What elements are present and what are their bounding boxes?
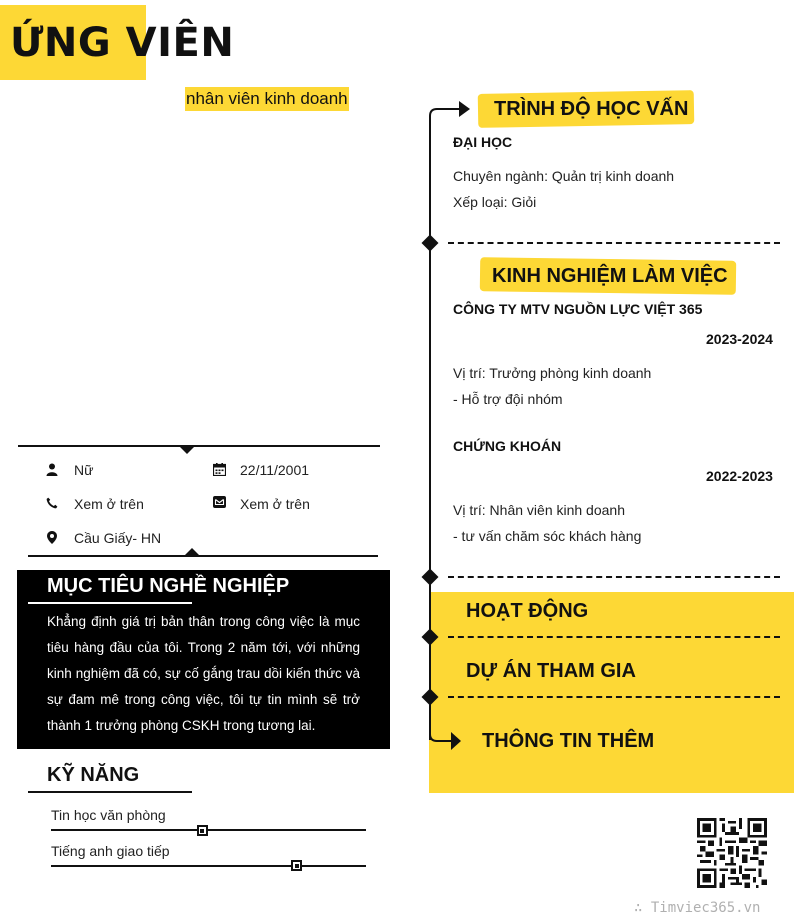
contact-top-notch xyxy=(179,446,195,454)
job-role: Vị trí: Trưởng phòng kinh doanh xyxy=(453,365,652,381)
contact-top-divider xyxy=(18,445,380,447)
gender-value: Nữ xyxy=(74,462,94,478)
map-marker-icon xyxy=(45,530,59,544)
job-task: - tư vấn chăm sóc khách hàng xyxy=(453,528,642,544)
job-company: CHỨNG KHOÁN xyxy=(453,438,562,454)
section-divider xyxy=(448,576,780,578)
timeline-bottom-arrow xyxy=(428,722,464,758)
timeline-node xyxy=(422,569,439,586)
job-company: CÔNG TY MTV NGUỒN LỰC VIỆT 365 xyxy=(453,301,703,317)
education-grade: Xếp loại: Giỏi xyxy=(453,194,537,210)
desired-position: nhân viên kinh doanh xyxy=(185,87,349,111)
section-divider xyxy=(448,242,780,244)
skill-label: Tin học văn phòng xyxy=(51,807,166,823)
timeline-line xyxy=(429,130,431,740)
skill-bar xyxy=(51,829,366,831)
timeline-top-arrow xyxy=(428,98,472,134)
job-task: - Hỗ trợ đội nhóm xyxy=(453,391,563,407)
skill-level-marker xyxy=(197,825,208,836)
contact-bottom-divider xyxy=(28,555,378,557)
education-school: ĐẠI HỌC xyxy=(453,134,513,150)
skills-underline xyxy=(28,791,192,793)
objective-title: MỤC TIÊU NGHỀ NGHIỆP xyxy=(47,575,290,597)
job-period: 2023-2024 xyxy=(706,331,773,347)
skills-title: KỸ NĂNG xyxy=(47,764,140,786)
job-period: 2022-2023 xyxy=(706,468,773,484)
contact-bottom-notch xyxy=(184,548,200,556)
experience-title: KINH NGHIỆM LÀM VIỆC xyxy=(492,265,728,287)
candidate-name: ỨNG VIÊN xyxy=(10,20,235,66)
site-watermark: ∴ Timviec365.vn xyxy=(634,900,761,916)
timeline-node xyxy=(422,235,439,252)
address-value: Cầu Giấy- HN xyxy=(74,530,162,546)
qr-code xyxy=(697,818,767,888)
education-major: Chuyên ngành: Quản trị kinh doanh xyxy=(453,168,675,184)
education-title: TRÌNH ĐỘ HỌC VẤN xyxy=(494,98,689,120)
activities-title: HOẠT ĐỘNG xyxy=(466,600,589,622)
projects-title: DỰ ÁN THAM GIA xyxy=(466,660,636,682)
section-divider xyxy=(448,696,780,698)
objective-underline xyxy=(28,602,192,604)
envelope-icon xyxy=(212,495,226,509)
birthday-value: 22/11/2001 xyxy=(240,462,310,478)
phone-value: Xem ở trên xyxy=(74,496,144,512)
skill-level-marker xyxy=(291,860,302,871)
phone-icon xyxy=(45,496,59,510)
calendar-icon xyxy=(212,462,226,476)
user-icon xyxy=(45,462,59,476)
objective-text: Khẳng định giá trị bản thân trong công việc là mục tiêu hàng đầu của tôi. Trong 2 năm tới, với những kinh nghiệm đã có, sự cố gắng trau dồi kiến thức và sự đam mê trong công việc, tôi tự tin mình sẽ trở thành 1 trưởng phòng CSKH trong tương lai. xyxy=(47,614,360,733)
section-divider xyxy=(448,636,780,638)
skill-bar xyxy=(51,865,366,867)
additional-info-title: THÔNG TIN THÊM xyxy=(482,730,655,752)
job-role: Vị trí: Nhân viên kinh doanh xyxy=(453,502,625,518)
skill-label: Tiếng anh giao tiếp xyxy=(51,843,170,859)
email-value: Xem ở trên xyxy=(240,496,310,512)
